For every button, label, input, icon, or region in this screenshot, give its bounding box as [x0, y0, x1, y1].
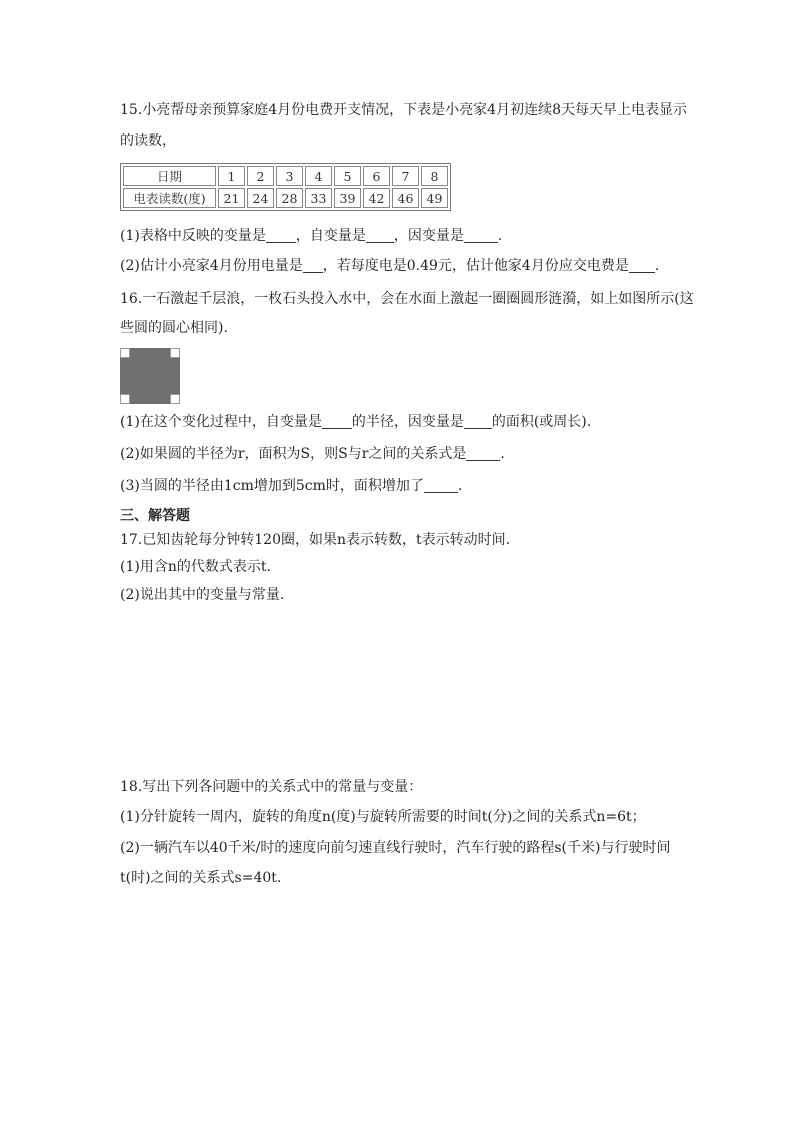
- q17-text-line3: (2)说出其中的变量与常量.: [120, 587, 285, 603]
- date-cell: 4: [305, 166, 332, 186]
- q15-text-line1: 15.小亮帮母亲预算家庭4月份电费开支情况，下表是小亮家4月初连续8天每天早上电表显示: [120, 102, 687, 118]
- figure-corner: [170, 394, 180, 404]
- reading-cell: 33: [305, 188, 332, 208]
- answer-blank[interactable]: [266, 228, 296, 243]
- q15-part1-text-b: ，自变量是: [295, 228, 366, 244]
- q16-part1-text-b: 的半径，因变量是: [351, 414, 464, 430]
- figure-corner: [170, 348, 180, 358]
- q16-text-line1: 16.一石激起千层浪，一枚石头投入水中，会在水面上激起一圈圈圆形涟漪，如上如图所示(这: [120, 291, 694, 307]
- reading-cell: 24: [247, 188, 274, 208]
- q16-part2-text-a: (2)如果圆的半径为r，面积为S，则S与r之间的关系式是: [120, 446, 467, 462]
- answer-blank[interactable]: [424, 478, 458, 493]
- reading-cell: 46: [392, 188, 419, 208]
- date-cell: 1: [218, 166, 245, 186]
- answer-blank[interactable]: [629, 258, 655, 273]
- q16-text-line2: 些圆的圆心相同).: [120, 320, 228, 336]
- q18-text-line2: (1)分针旋转一周内，旋转的角度n(度)与旋转所需要的时间t(分)之间的关系式n=6t；: [120, 809, 646, 825]
- date-cell: 7: [392, 166, 419, 186]
- reading-cell: 28: [276, 188, 303, 208]
- q16-part3: [120, 476, 462, 496]
- figure-corner: [120, 348, 130, 358]
- row-header-reading: 电表读数(度): [123, 188, 216, 208]
- date-cell: 8: [421, 166, 448, 186]
- q15-part1: [120, 226, 502, 246]
- reading-cell: 49: [421, 188, 448, 208]
- q15-part2-text-a: (2)估计小亮家4月份用电量是: [120, 258, 303, 274]
- q15-part2-text-b: ，若每度电是0.49元，估计他家4月份应交电费是: [322, 258, 629, 274]
- q16-part1: [120, 412, 591, 432]
- reading-cell: 39: [334, 188, 361, 208]
- figure-corner: [120, 394, 130, 404]
- q16-part2: [120, 444, 505, 464]
- q15-part2-text-c: .: [654, 258, 660, 274]
- section-heading: 三、解答题: [120, 508, 190, 524]
- answer-blank[interactable]: [464, 414, 492, 429]
- row-header-date: 日期: [123, 166, 216, 186]
- q16-part1-text-c: 的面积(或周长).: [491, 414, 592, 430]
- table-row-readings: [123, 188, 448, 208]
- q15-part1-text-a: (1)表格中反映的变量是: [120, 228, 266, 244]
- q18-text-line4: t(时)之间的关系式s=40t.: [120, 870, 282, 886]
- answer-blank[interactable]: [303, 258, 323, 273]
- reading-cell: 42: [363, 188, 390, 208]
- date-cell: 3: [276, 166, 303, 186]
- q16-part3-text-a: (3)当圆的半径由1cm增加到5cm时，面积增加了: [120, 478, 424, 494]
- answer-blank[interactable]: [466, 446, 500, 461]
- answer-blank[interactable]: [322, 414, 352, 429]
- q15-part1-text-d: .: [497, 228, 503, 244]
- q15-part2: [120, 256, 659, 276]
- date-cell: 6: [363, 166, 390, 186]
- reading-cell: 21: [218, 188, 245, 208]
- q18-text-line1: 18.写出下列各问题中的关系式中的常量与变量：: [120, 779, 423, 795]
- q15-text-line2: 的读数，: [120, 133, 176, 149]
- q18-text-line3: (2)一辆汽车以40千米/时的速度向前匀速直线行驶时，汽车行驶的路程s(千米)与行驶时间: [120, 840, 671, 856]
- q17-text-line2: (1)用含n的代数式表示t.: [120, 559, 271, 575]
- q15-part1-text-c: ，因变量是: [393, 228, 464, 244]
- q16-part2-text-b: .: [500, 446, 505, 462]
- q17-text-line1: 17.已知齿轮每分钟转120圈，如果n表示转数，t表示转动时间.: [120, 532, 511, 548]
- answer-blank[interactable]: [464, 228, 498, 243]
- date-cell: 5: [334, 166, 361, 186]
- meter-reading-table: [120, 163, 451, 211]
- ripple-figure: [120, 348, 180, 404]
- table-row-dates: [123, 166, 448, 186]
- date-cell: 2: [247, 166, 274, 186]
- q16-part1-text-a: (1)在这个变化过程中，自变量是: [120, 414, 322, 430]
- answer-blank[interactable]: [366, 228, 394, 243]
- q16-part3-text-b: .: [457, 478, 463, 494]
